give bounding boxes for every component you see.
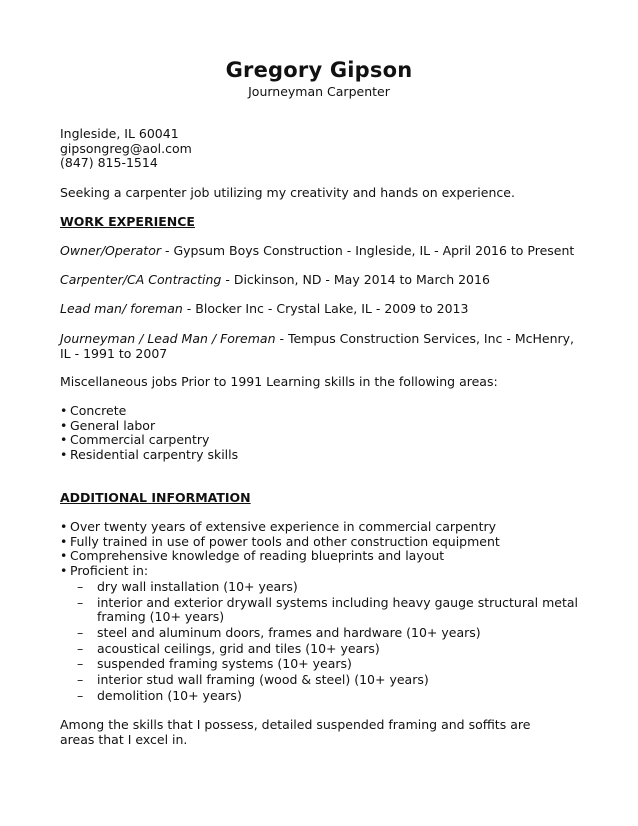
bullet-icon: •: [60, 533, 68, 549]
bullet-icon: •: [60, 447, 68, 463]
additional-info-list: [60, 520, 585, 703]
job-entry: [60, 273, 585, 288]
job-details: - Tempus Construction Services, Inc - McHenry, IL - 1991 to 2007: [60, 331, 575, 361]
job-role: Carpenter/CA Contracting: [60, 272, 222, 287]
list-item: • Commercial carpentry: [60, 432, 210, 448]
dash-icon: –: [77, 578, 84, 594]
list-item: • Concrete: [60, 403, 127, 418]
bullet-icon: •: [60, 548, 68, 564]
list-item: • Over twenty years of extensive experience in commercial carpentry: [60, 519, 497, 534]
closing-statement: Among the skills that I possess, detailed suspended framing and soffits are areas that I excel in.: [60, 717, 531, 747]
bullet-icon: •: [60, 519, 68, 534]
dash-icon: –: [77, 656, 84, 672]
list-item: • Fully trained in use of power tools and other construction equipment: [60, 533, 500, 549]
job-entry: [60, 332, 580, 361]
dash-icon: –: [77, 594, 84, 610]
list-item: – interior stud wall framing (wood & steel) (10+ years): [77, 672, 429, 688]
list-item: • Proficient in: – dry wall installation (10+ years) – interior and exterior drywall systems including heavy gauge structural metal framing (10+ years) – steel and aluminum doors, frames and hardware (10+ years) – acoustical ceilings, grid and tiles (10+ years) – suspended framing systems (10+ years) – interior stud wall framing (wood & steel) (10+ years) – demolition (10+ years): [60, 564, 585, 703]
contact-address: Ingleside, IL 60041: [60, 126, 179, 141]
list-item: – acoustical ceilings, grid and tiles (10+ years): [77, 640, 380, 656]
work-experience-heading: WORK EXPERIENCE: [60, 214, 195, 229]
contact-email: gipsongreg@aol.com: [60, 140, 192, 156]
job-role: Journeyman / Lead Man / Foreman: [60, 331, 276, 346]
job-entry: [60, 302, 585, 317]
list-item: • Comprehensive knowledge of reading blueprints and layout: [60, 548, 445, 564]
contact-block: [60, 127, 585, 171]
bullet-icon: •: [60, 403, 68, 418]
list-item: – suspended framing systems (10+ years): [77, 656, 352, 672]
list-item: – interior and exterior drywall systems including heavy gauge structural metal framing (10+ years): [77, 594, 579, 625]
dash-icon: –: [77, 624, 84, 640]
job-details: - Gypsum Boys Construction - Ingleside, IL - April 2016 to Present: [160, 243, 575, 258]
list-item: – demolition (10+ years): [77, 687, 242, 703]
list-item: – steel and aluminum doors, frames and hardware (10+ years): [77, 624, 481, 640]
misc-skills-list: [60, 404, 585, 463]
list-item: • General labor: [60, 417, 156, 433]
list-item: – dry wall installation (10+ years): [77, 578, 298, 594]
misc-intro: Miscellaneous jobs Prior to 1991 Learning skills in the following areas:: [60, 374, 498, 389]
candidate-name: Gregory Gipson: [225, 58, 413, 82]
bullet-icon: •: [60, 563, 68, 579]
job-details: - Dickinson, ND - May 2014 to March 2016: [221, 272, 490, 287]
job-role: Lead man/ foreman: [60, 301, 183, 316]
dash-icon: –: [77, 672, 84, 688]
job-role: Owner/Operator: [60, 243, 161, 258]
bullet-icon: •: [60, 432, 68, 448]
bullet-icon: •: [60, 417, 68, 433]
objective: Seeking a carpenter job utilizing my creativity and hands on experience.: [60, 185, 515, 200]
dash-icon: –: [77, 687, 84, 703]
candidate-title: Journeyman Carpenter: [248, 84, 390, 99]
contact-phone: (847) 815-1514: [60, 155, 158, 171]
job-entry: [60, 244, 585, 259]
dash-icon: –: [77, 640, 84, 656]
additional-information-heading: ADDITIONAL INFORMATION: [60, 490, 251, 505]
job-details: - Blocker Inc - Crystal Lake, IL - 2009 to 2013: [182, 301, 469, 316]
list-item: • Residential carpentry skills: [60, 447, 239, 463]
proficient-list: [60, 580, 585, 704]
